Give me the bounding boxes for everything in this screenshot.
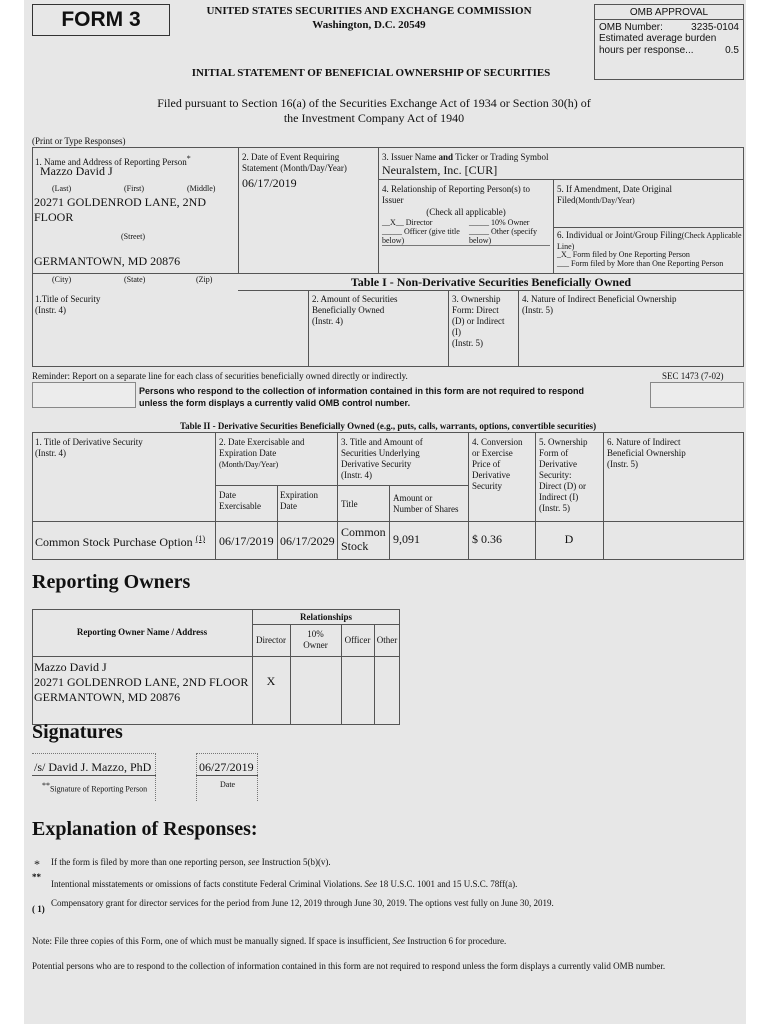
- filing-statement-line2: the Investment Company Act of 1940: [283, 111, 465, 125]
- omb-number-label: OMB Number:: [599, 22, 663, 33]
- relationships-header: Relationships: [299, 612, 352, 622]
- owner-name-header: Reporting Owner Name / Address: [76, 627, 208, 637]
- date-exercisable-header: Date Exercisable: [219, 490, 261, 511]
- filing-statement-line1: Filed pursuant to Section 16(a) of the Securities Exchange Act of 1934 or Section 30(h) of: [157, 96, 591, 110]
- street-label: (Street): [121, 232, 145, 241]
- city-label: (City): [52, 275, 72, 284]
- table2-col3: 3. Title and Amount of Securities Underlying Derivative Security (Instr. 4): [341, 437, 423, 480]
- last-label: (Last): [52, 184, 72, 193]
- state-label: (State): [124, 275, 146, 284]
- sec-form-number: SEC 1473 (7-02): [662, 371, 724, 381]
- reporting-owners-heading: Reporting Owners: [32, 571, 191, 593]
- date-exercisable-value: 06/17/2019: [219, 534, 274, 548]
- other-checkbox[interactable]: _____ Other (specify: [469, 227, 537, 236]
- print-type-note: (Print or Type Responses): [32, 136, 126, 146]
- box3-label: 3. Issuer Name and Ticker or Trading Symbol: [382, 152, 549, 162]
- amount-header: Amount or Number of Shares: [393, 493, 459, 514]
- table2-col4: 4. Conversion or Exercise Price of Derivative Security: [472, 437, 523, 491]
- table1-col4: 4. Nature of Indirect Beneficial Ownership (Instr. 5): [522, 294, 677, 315]
- exercise-price-value: $ 0.36: [472, 532, 502, 546]
- table2-title: Table II - Derivative Securities Beneficially Owned (e.g., puts, calls, warrants, options, convertible securities): [179, 421, 597, 431]
- officer-header: Officer: [344, 635, 371, 645]
- signature-value: /s/ David J. Mazzo, PhD: [34, 760, 152, 774]
- table2-col6: 6. Nature of Indirect Beneficial Ownership (Instr. 5): [607, 437, 686, 469]
- underlying-title-value: Common Stock: [341, 525, 386, 553]
- table1-col3: 3. Ownership Form: Direct (D) or Indirect (I) (Instr. 5): [452, 294, 505, 348]
- table1-title: Table I - Non-Derivative Securities Beneficially Owned: [350, 275, 632, 289]
- owner-address: Mazzo David J 20271 GOLDENROD LANE, 2ND FLOOR GERMANTOWN, MD 20876: [34, 660, 249, 704]
- omb-burden-label: Estimated average burden: [599, 33, 717, 44]
- middle-label: (Middle): [187, 184, 216, 193]
- reporting-person-name: Mazzo David J: [40, 164, 113, 178]
- table1-col2: 2. Amount of Securities Beneficially Owned (Instr. 4): [312, 294, 398, 326]
- agency-name: UNITED STATES SECURITIES AND EXCHANGE COMMISSION: [206, 5, 532, 17]
- signatures-heading: Signatures: [32, 721, 123, 743]
- underlying-shares-value: 9,091: [393, 532, 420, 546]
- event-date: 06/17/2019: [242, 176, 297, 190]
- footnote-1-mark: ( 1): [32, 904, 45, 914]
- omb-number-value: 3235-0104: [691, 22, 739, 33]
- omb-number-row: [595, 20, 743, 33]
- explanation-heading: Explanation of Responses:: [32, 818, 258, 840]
- expiration-date-header: Expiration Date: [280, 490, 318, 511]
- agency-location: Washington, D.C. 20549: [312, 19, 426, 31]
- form-number-box: [32, 4, 170, 36]
- one-person-checkbox[interactable]: _X_ Form filed by One Reporting Person: [557, 250, 690, 259]
- issuer-name: Neuralstem, Inc. [CUR]: [382, 163, 498, 177]
- form-title: INITIAL STATEMENT OF BENEFICIAL OWNERSHIP OF SECURITIES: [191, 67, 551, 79]
- officer-below-note: below): [382, 236, 405, 245]
- table2-col5: 5. Ownership Form of Derivative Security: Direct (D) or Indirect (I) (Instr. 5): [539, 437, 588, 513]
- omb-approval-title: OMB APPROVAL: [595, 5, 743, 20]
- zip-label: (Zip): [196, 275, 213, 284]
- reminder-left-box: [32, 382, 136, 408]
- ownership-form-value: D: [564, 532, 574, 546]
- first-label: (First): [124, 184, 144, 193]
- officer-checkbox[interactable]: _____ Officer (give title: [382, 227, 460, 236]
- agency-heading: [179, 4, 559, 32]
- filing-note: Note: File three copies of this Form, one of which must be manually signed. If space is insufficient, See Instruction 6 for procedure.: [32, 936, 507, 946]
- table2-col1: 1. Title of Derivative Security (Instr. 4): [35, 437, 143, 458]
- director-checkbox[interactable]: __X__ Director: [382, 218, 433, 227]
- form-number: FORM 3: [61, 8, 141, 31]
- city-state-zip: GERMANTOWN, MD 20876: [34, 254, 181, 268]
- footnote-1-text: Compensatory grant for director services for the period from June 12, 2019 through June 30, 2019. The options vest fully on June 30, 2019.: [51, 898, 554, 908]
- check-all-applicable: (Check all applicable): [426, 207, 506, 217]
- box1-label: 1. Name and Address of Reporting Person*: [35, 154, 191, 167]
- footnote-star-text: If the form is filed by more than one reporting person, see Instruction 5(b)(v).: [51, 857, 331, 867]
- table2-col2: 2. Date Exercisable and Expiration Date (Month/Day/Year): [219, 437, 305, 469]
- omb-hours-label: hours per response...: [599, 45, 694, 56]
- footnote-star-mark: *: [34, 857, 40, 871]
- ten-percent-owner-checkbox[interactable]: _____ 10% Owner: [469, 218, 530, 227]
- other-below-note: below): [469, 236, 492, 245]
- derivative-security-title: Common Stock Purchase Option $^{(1)}$: [35, 534, 205, 549]
- potential-persons-note: Potential persons who are to respond to the collection of information contained in this form are not required to respond unless the form displays a currently valid OMB number.: [32, 961, 666, 971]
- box6-label: 6. Individual or Joint/Group Filing(Check Applicable Line): [557, 230, 742, 251]
- multi-person-checkbox[interactable]: ___ Form filed by More than One Reporting Person: [557, 259, 724, 268]
- table1-col1: 1.Title of Security (Instr. 4): [35, 294, 101, 315]
- box4-label: 4. Relationship of Reporting Person(s) to Issuer: [382, 184, 530, 205]
- filing-statement: [134, 96, 614, 126]
- reminder-text: Reminder: Report on a separate line for each class of securities beneficially owned directly or indirectly.: [32, 371, 408, 381]
- omb-hours-value: 0.5: [725, 45, 739, 56]
- title-header: Title: [341, 499, 358, 509]
- expiration-date-value: 06/17/2029: [280, 534, 335, 548]
- reminder-right-box: [650, 382, 744, 408]
- footnote-dstar-mark: **: [32, 872, 41, 882]
- signature-caption: **Signature of Reporting Person: [42, 781, 148, 794]
- street-address: 20271 GOLDENROD LANE, 2ND FLOOR: [34, 195, 206, 224]
- date-caption: Date: [220, 780, 236, 789]
- box2-label: 2. Date of Event Requiring Statement (Month/Day/Year): [242, 152, 347, 173]
- omb-approval-box: [594, 4, 744, 80]
- omb-hours-row: [595, 45, 743, 56]
- director-header: Director: [256, 635, 286, 645]
- form-page: [24, 0, 746, 1024]
- signature-date-value: 06/27/2019: [199, 760, 254, 774]
- box5-label: 5. If Amendment, Date Original Filed(Month/Day/Year): [557, 184, 672, 205]
- omb-notice: Persons who respond to the collection of information contained in this form are not required to respond unless the form displays a currently valid OMB control number.: [139, 386, 585, 408]
- ten-pct-owner-header: 10% Owner: [303, 629, 328, 650]
- director-mark: X: [266, 674, 276, 688]
- other-header: Other: [376, 635, 398, 645]
- footnote-dstar-text: Intentional misstatements or omissions of facts constitute Federal Criminal Violations. See 18 U.S.C. 1001 and 15 U.S.C. 78ff(a).: [51, 879, 518, 889]
